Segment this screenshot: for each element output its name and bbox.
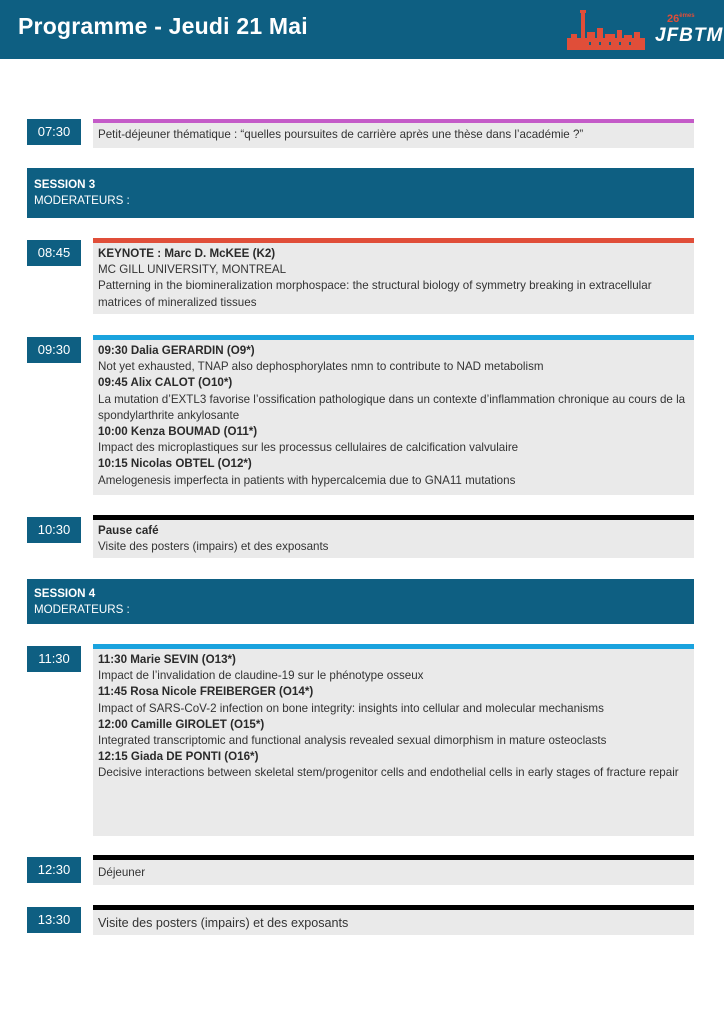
agenda-item-posters (93, 905, 694, 935)
logo-edition: 26èmes (667, 13, 695, 25)
talk-title: Not yet exhausted, TNAP also dephosphorylates nmn to contribute to NAD metabolism (98, 360, 544, 374)
agenda-item-talks-session4 (93, 644, 694, 836)
page-title: Programme - Jeudi 21 Mai (18, 13, 308, 39)
talk-title: Impact des microplastiques sur les processus cellulaires de calcification valvulaire (98, 441, 519, 455)
talk-speaker: 12:00 Camille GIROLET (O15*) (98, 717, 265, 731)
talk-title: Decisive interactions between skeletal stem/progenitor cells and endothelial cells in early stages of fracture repair (98, 766, 679, 780)
session-moderators: MODERATEURS : (34, 603, 130, 616)
page-header (0, 0, 724, 59)
keynote-title: Patterning in the biomineralization morphospace: the structural biology of symmetry breaking in extracellular matrices of mineralized tissues (98, 279, 652, 309)
logo-name: JFBTM (655, 25, 724, 46)
agenda-item-keynote (93, 238, 694, 314)
item-text: Visite des posters (impairs) et des exposants (98, 540, 329, 554)
talk-title: La mutation d’EXTL3 favorise l’ossification pathologique dans un contexte d’inflammation chronique au cours de la spondylarthrite ankylosante (98, 392, 686, 422)
time-label: 11:30 (27, 646, 81, 672)
talk-speaker: 10:00 Kenza BOUMAD (O11*) (98, 425, 258, 439)
talk-title: Impact of SARS-CoV-2 infection on bone integrity: insights into cellular and molecular mechanisms (98, 701, 604, 715)
time-label: 07:30 (27, 119, 81, 145)
session-moderators: MODERATEURS : (34, 194, 130, 207)
jfbtm-logo (565, 8, 724, 54)
keynote-heading: KEYNOTE : Marc D. McKEE (K2) (98, 247, 276, 260)
talk-speaker: 10:15 Nicolas OBTEL (O12*) (98, 457, 252, 471)
talk-speaker: 12:15 Giada DE PONTI (O16*) (98, 750, 259, 764)
agenda-item-coffee-break (93, 515, 694, 558)
session-title: SESSION 3 (34, 178, 96, 191)
time-label: 12:30 (27, 857, 81, 883)
item-heading: Pause café (98, 524, 159, 537)
agenda-item-talks-session3 (93, 335, 694, 495)
session-title: SESSION 4 (34, 587, 96, 600)
agenda-item-breakfast (93, 119, 694, 148)
item-text: Visite des posters (impairs) et des exposants (98, 916, 349, 930)
talk-title: Impact de l’invalidation de claudine-19 sur le phénotype osseux (98, 669, 424, 683)
item-text: Déjeuner (98, 866, 146, 879)
time-label: 10:30 (27, 517, 81, 543)
talk-speaker: 09:45 Alix CALOT (O10*) (98, 376, 233, 390)
item-text: Petit-déjeuner thématique : “quelles poursuites de carrière après une thèse dans l’académie ?” (98, 128, 584, 141)
agenda-item-lunch (93, 855, 694, 885)
session-3-bar (27, 168, 694, 218)
talk-speaker: 11:30 Marie SEVIN (O13*) (98, 653, 236, 666)
session-4-bar (27, 579, 694, 624)
talk-title: Integrated transcriptomic and functional analysis revealed sexual dimorphism in mature osteoclasts (98, 734, 607, 748)
time-label: 13:30 (27, 907, 81, 933)
time-label: 09:30 (27, 337, 81, 363)
keynote-affiliation: MC GILL UNIVERSITY, MONTREAL (98, 263, 287, 277)
time-label: 08:45 (27, 240, 81, 266)
talk-speaker: 11:45 Rosa Nicole FREIBERGER (O14*) (98, 685, 314, 699)
city-skyline-icon (565, 8, 655, 54)
talk-title: Amelogenesis imperfecta in patients with hypercalcemia due to GNA11 mutations (98, 473, 516, 487)
talk-speaker: 09:30 Dalia GERARDIN (O9*) (98, 344, 255, 357)
